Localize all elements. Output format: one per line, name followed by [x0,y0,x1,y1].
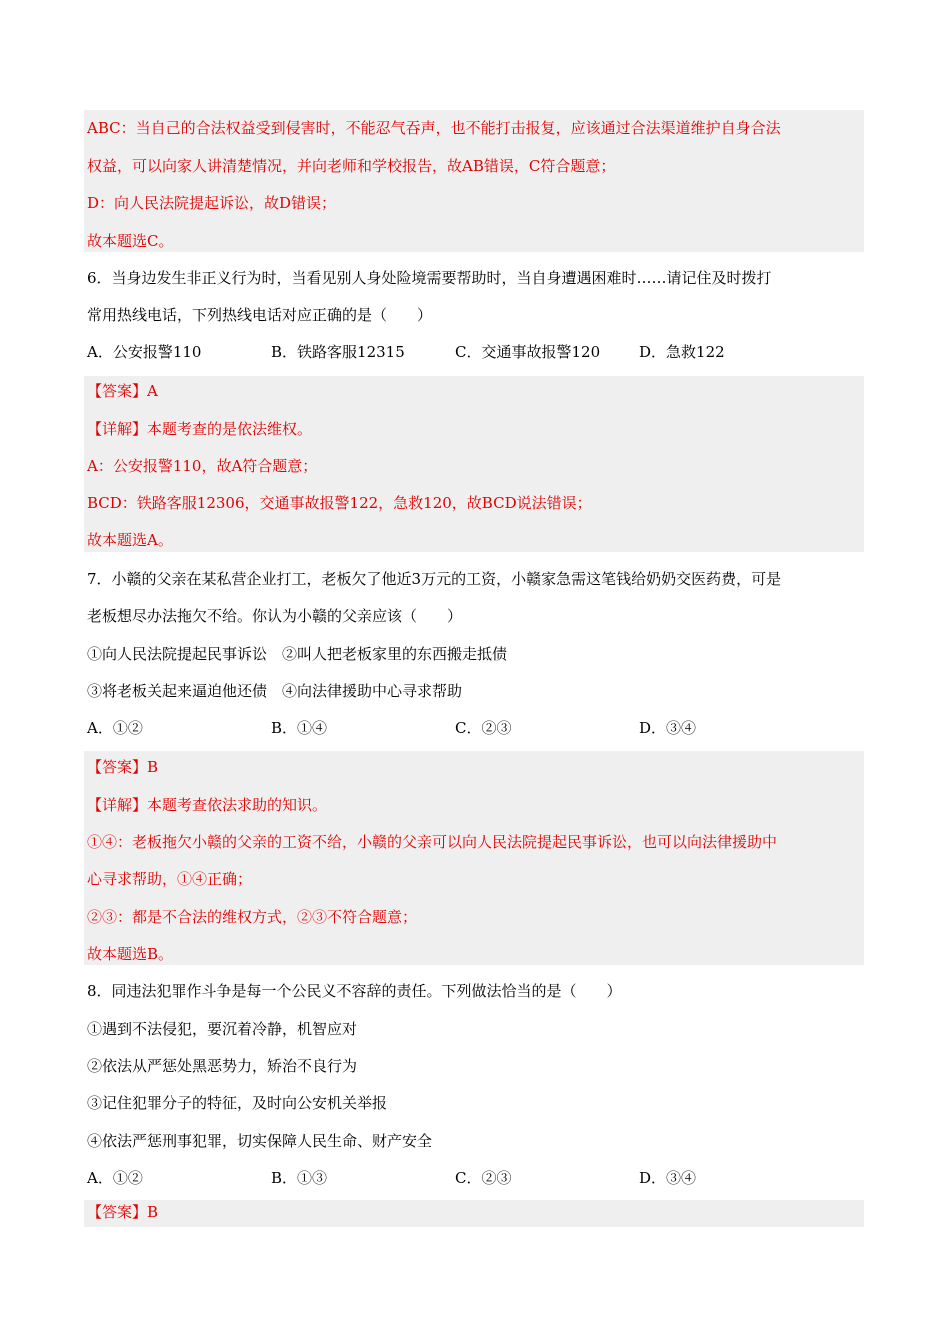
q6-stem: 常用热线电话，下列热线电话对应正确的是（ ） [87,306,433,324]
q7-stem: 7．小赣的父亲在某私营企业打工，老板欠了他近3万元的工资，小赣家急需这笔钱给奶奶交医药费，可是 [87,570,782,588]
q7-explanation: ②③：都是不合法的维权方式，②③不符合题意； [87,908,418,926]
q6-option-d[interactable]: D．急救122 [639,343,725,361]
q6-explanation: BCD：铁路客服12306，交通事故报警122，急救120，故BCD说法错误； [87,494,592,512]
q7-option-c[interactable]: C．②③ [455,719,512,737]
explanation-line: 权益，可以向家人讲清楚情况，并向老师和学校报告，故AB错误，C符合题意； [87,157,616,175]
q8-stem: ④依法严惩刑事犯罪，切实保障人民生命、财产安全 [87,1132,433,1150]
q6-option-b[interactable]: B．铁路客服12315 [271,343,405,361]
q8-option-c[interactable]: C．②③ [455,1169,512,1187]
q8-answer-block [84,1200,864,1227]
q7-explanation: ①④：老板拖欠小赣的父亲的工资不给，小赣的父亲可以向人民法院提起民事诉讼，也可以向法律援助中 [87,833,778,851]
q7-option-d[interactable]: D．③④ [639,719,697,737]
q6-option-c[interactable]: C．交通事故报警120 [455,343,601,361]
q8-stem: 8．同违法犯罪作斗争是每一个公民义不容辞的责任。下列做法恰当的是（ ） [87,982,622,1000]
q6-explanation: A：公安报警110，故A符合题意； [87,457,318,475]
q7-answer: 【答案】B [87,758,159,776]
q6-option-a[interactable]: A．公安报警110 [87,343,202,361]
q7-explanation: 心寻求帮助，①④正确； [87,870,253,888]
q7-explanation: 【详解】本题考查依法求助的知识。 [87,796,328,814]
q7-option-a[interactable]: A．①② [87,719,143,737]
q8-stem: ①遇到不法侵犯，要沉着冷静，机智应对 [87,1020,358,1038]
q8-option-d[interactable]: D．③④ [639,1169,697,1187]
q7-explanation: 故本题选B。 [87,945,174,963]
q8-answer: 【答案】B [87,1203,159,1221]
q8-stem: ②依法从严惩处黑恶势力，矫治不良行为 [87,1057,358,1075]
q6-answer: 【答案】A [87,382,158,400]
q8-stem: ③记住犯罪分子的特征，及时向公安机关举报 [87,1094,388,1112]
q6-stem: 6．当身边发生非正义行为时，当看见别人身处险境需要帮助时，当自身遭遇困难时……请记住及时拨打 [87,269,772,287]
q7-stem: ③将老板关起来逼迫他还债 ④向法律援助中心寻求帮助 [87,682,463,700]
q7-stem: 老板想尽办法拖欠不给。你认为小赣的父亲应该（ ） [87,607,463,625]
q8-option-a[interactable]: A．①② [87,1169,143,1187]
q6-explanation: 故本题选A。 [87,531,173,549]
q7-stem: ①向人民法院提起民事诉讼 ②叫人把老板家里的东西搬走抵债 [87,645,508,663]
q7-option-b[interactable]: B．①④ [271,719,328,737]
explanation-line: D：向人民法院提起诉讼，故D错误； [87,194,337,212]
explanation-line: 故本题选C。 [87,232,174,250]
q8-option-b[interactable]: B．①③ [271,1169,328,1187]
explanation-line: ABC：当自己的合法权益受到侵害时，不能忍气吞声，也不能打击报复，应该通过合法渠道维护自身合法 [87,119,781,137]
q6-explanation: 【详解】本题考查的是依法维权。 [87,420,313,438]
